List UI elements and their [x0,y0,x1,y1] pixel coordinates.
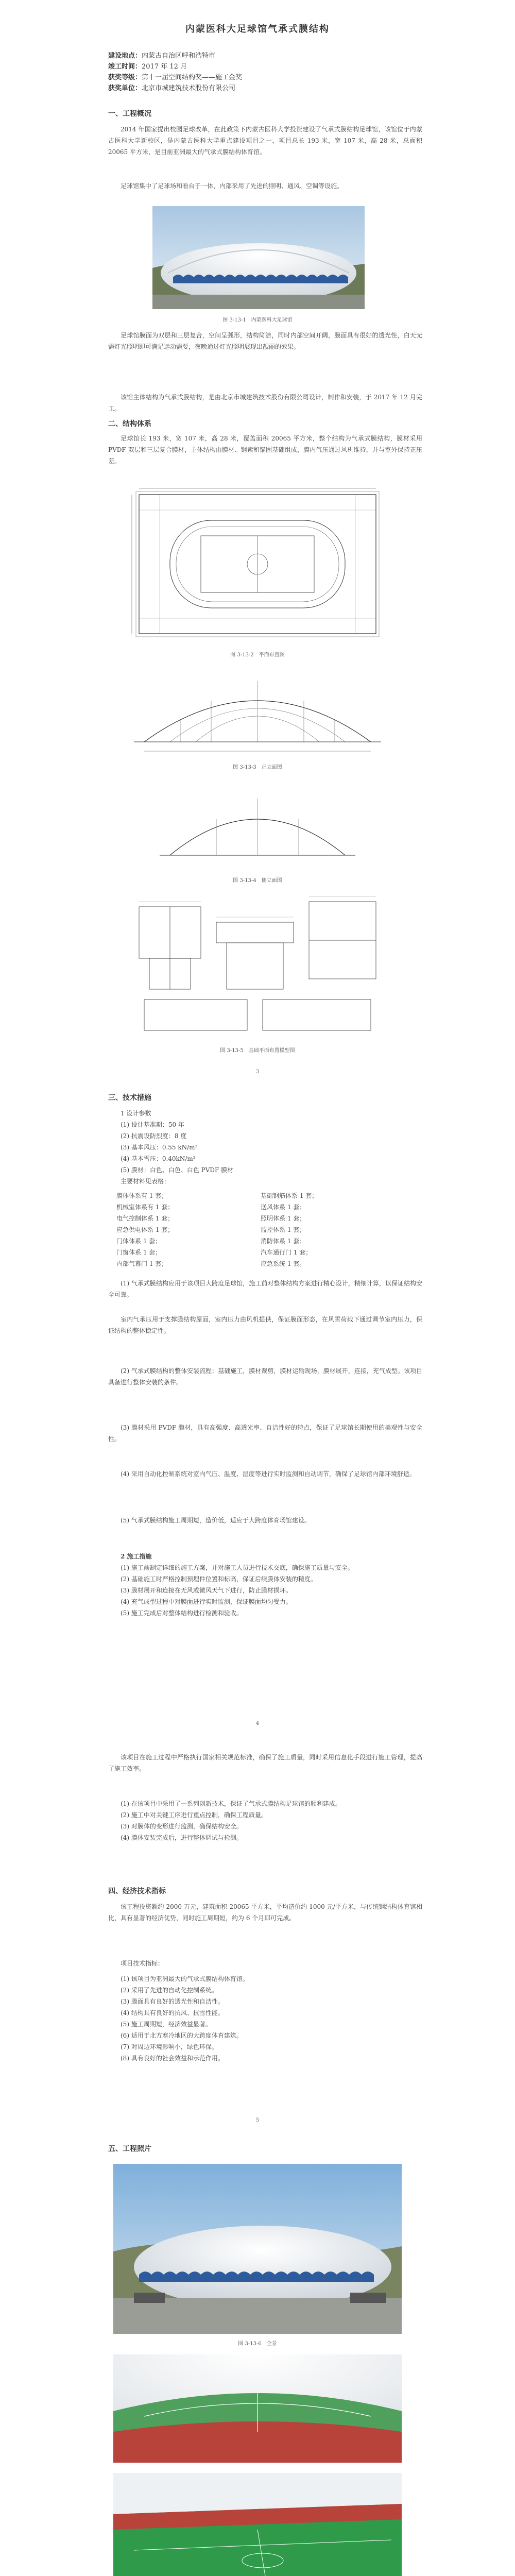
list-item: (1) 施工前制定详细的施工方案，并对施工人员进行技术交底，确保施工质量与安全。 [121,1564,354,1571]
list-item: 主要材料见表格： [121,1178,170,1185]
subheading: 2 施工措施 [121,1553,152,1560]
list-item: (4) 基本雪压：0.40kN/m² [121,1155,196,1162]
table-row: 门体体系 1 套； 消防体系 1 套； [116,1238,306,1245]
meta-award: 获奖等级：第十一届空间结构奖——施工金奖 [108,74,243,81]
list-item: (4) 膜体安装完成后，进行整体调试与检测。 [121,1834,243,1841]
figure-caption: 图 3-13-5 基础平面布置模型图 [220,1048,295,1054]
side-elevation-drawing [154,778,360,871]
list-item: (6) 适用于北方寒冷地区的大跨度体育建筑。 [121,2032,243,2039]
design-params [108,1108,422,1187]
paragraph: 足球馆膜面为双层和三层复合，空间呈弧形，结构简洁，同时内部空间开阔，膜面具有很好的透光性，白天无需灯光照明即可满足运动需要，夜晚通过灯光照明展现出靓丽的效果。 [108,332,422,350]
list-item: (2) 施工中对关键工序进行重点控制，确保工程质量。 [121,1811,267,1819]
foundation-drawing [129,891,386,1041]
figure-caption: 图 3-13-2 平面布置图 [230,652,285,658]
paragraph: (5) 气承式膜结构施工周期短，造价低，适应于大跨度体育场馆建设。 [121,1517,311,1524]
table-row: 应急供电体系 1 套； 监控体系 1 套； [116,1226,306,1233]
meta-location: 建设地点：内蒙古自治区呼和浩特市 [108,52,216,60]
paragraph: 项目技术指标： [121,1960,164,1967]
list-item: (2) 采用了先进的自动化控制系统。 [121,1987,218,1994]
section-heading: 五、工程照片 [108,2145,151,2153]
indicator-list [108,1973,422,2064]
page-title: 内蒙医科大足球馆气承式膜结构 [185,24,330,35]
list-item: (4) 结构具有良好的抗风、抗雪性能。 [121,2009,224,2016]
paragraph: 足球馆长 193 米，宽 107 米，高 28 米，覆盖面积 20065 平方米，整个结构为气承式膜结构，膜材采用 PVDF 双层和三层复合膜材，主体结构由膜材、钢索和锚固基础组成，膜内气压通过风机维持，并与室外保持正压差。 [108,435,422,465]
paragraph: 室内气承压用于支撑膜结构屋面，室内压力由风机提供，保证膜面形态，在风雪荷载下通过调节室内压力，保证结构的整体稳定性。 [108,1316,422,1334]
list-item: (3) 基本风压：0.55 kN/m² [121,1144,198,1151]
front-elevation-drawing [129,665,386,757]
list-item: (5) 膜材：白色、白色、白色 PVDF 膜材 [121,1166,234,1174]
project-meta [108,50,438,94]
table-row: 机械室体系有 1 套； 送风体系 1 套； [116,1204,306,1211]
table-row: 膜体体系有 1 套； 基础钢筋体系 1 套； [116,1192,318,1199]
list-item: (5) 施工周期短，经济效益显著。 [121,2021,212,2028]
paragraph: 该项目在施工过程中严格执行国家相关规范标准，确保了施工质量，同时采用信息化手段进行施工管理，提高了施工效率。 [108,1754,422,1772]
list-item: (7) 对周边环境影响小，绿色环保。 [121,2043,218,2050]
technical-notes [108,1798,422,1843]
paragraph: (1) 气承式膜结构应用于该项目大跨度足球馆，施工前对整体结构方案进行精心设计，精细计算，以保证结构安全可靠。 [108,1280,422,1298]
page-number: 4 [255,1721,260,1726]
list-item: (1) 在该项目中采用了一系列创新技术，保证了气承式膜结构足球馆的顺利建成。 [121,1800,341,1807]
table-row: 电气控制体系 1 套； 照明体系 1 套； [116,1215,306,1222]
paragraph: 该工程投资额约 2000 万元，建筑面积 20065 平方米，平均造价约 1000 元/平方米，与传统钢结构体育馆相比，具有显著的经济优势，同时施工周期短，约为 6 个月即可完成。 [108,1903,422,1922]
paragraph: 该馆主体结构为气承式膜结构，是由北京市城建筑技术股份有限公司设计，制作和安装，于 2017 年 12 月完工。 [108,394,422,412]
figure-caption: 图 3-13-4 侧立面图 [233,878,282,884]
list-item: (1) 设计基准期：50 年 [121,1121,184,1128]
paragraph: (3) 膜材采用 PVDF 膜材，具有高强度、高透光率、自洁性好的特点，保证了足球馆长期使用的美观性与安全性。 [108,1424,422,1443]
materials-table [116,1190,405,1269]
list-item: (8) 具有良好的社会效益和示范作用。 [121,2055,224,2062]
interior-photo-2 [113,2473,402,2576]
interior-photo-1 [113,2354,402,2463]
list-item: (2) 基础施工时严格控制预埋件位置和标高，保证后续膜体安装的精度。 [121,1575,317,1583]
panorama-photo [113,2164,402,2334]
plan-drawing [129,484,386,644]
section-heading: 二、结构体系 [108,420,151,428]
paragraph: (4) 采用自动化控制系统对室内气压、温度、湿度等进行实时监测和自动调节，确保了足球馆内部环境舒适。 [121,1470,416,1478]
paragraph: 足球馆集中了足球场和看台于一体，内部采用了先进的照明、通风、空调等设施。 [121,182,344,190]
section-heading: 四、经济技术指标 [108,1887,166,1895]
section-heading: 三、技术措施 [108,1094,151,1102]
list-item: (4) 充气成型过程中对膜面进行实时监测，保证膜面均匀受力。 [121,1598,292,1605]
table-row: 门窗体系 1 套； 汽车通行门 1 套； [116,1249,312,1256]
list-item: 1 设计参数 [121,1110,151,1117]
figure-caption: 图 3-13-1 内蒙医科大足球馆 [222,317,293,323]
paragraph: 2014 年国家提出校园足球改革，在此政策下内蒙古医科大学投资建设了气承式膜结构足球馆，该馆位于内蒙古医科大学新校区，是内蒙古医科大学重点建设项目之一，项目总长 193 米，宽 107 米，高 28 米，总面积 20065 平方米，是目前亚洲最大的气承式膜结构体育馆。 [108,126,422,156]
meta-unit: 获奖单位：北京市城建筑技术股份有限公司 [108,84,236,92]
page-number: 3 [255,1069,260,1075]
list-item: (3) 对膜体的变形进行监测，确保结构安全。 [121,1823,243,1830]
table-row: 内部气幕门 1 套； 应急系统 1 套。 [116,1260,306,1267]
paragraph: (2) 气承式膜结构的整体安装流程：基础施工，膜材裁剪，膜材运输现场，膜材展开，连接，充气成型。该项目具备进行整体安装的条件。 [108,1367,422,1386]
list-item: (2) 抗震设防烈度：8 度 [121,1132,187,1140]
figure-caption: 图 3-13-6 全景 [238,2341,277,2347]
list-item: (3) 膜面具有良好的透光性和自洁性。 [121,1998,224,2005]
list-item: (1) 该项目为亚洲最大的气承式膜结构体育馆。 [121,1975,249,1982]
page-number: 5 [255,2117,260,2123]
list-item: (3) 膜材展开和连接在无风或微风天气下进行，防止膜材损坏。 [121,1587,292,1594]
section-heading: 一、工程概况 [108,110,151,118]
figure-caption: 图 3-13-3 正立面图 [233,765,282,770]
stadium-photo [152,206,365,309]
meta-completion: 竣工时间：2017 年 12 月 [108,63,187,71]
construction-measures [108,1551,422,1619]
list-item: (5) 施工完成后对整体结构进行检测和验收。 [121,1609,243,1617]
